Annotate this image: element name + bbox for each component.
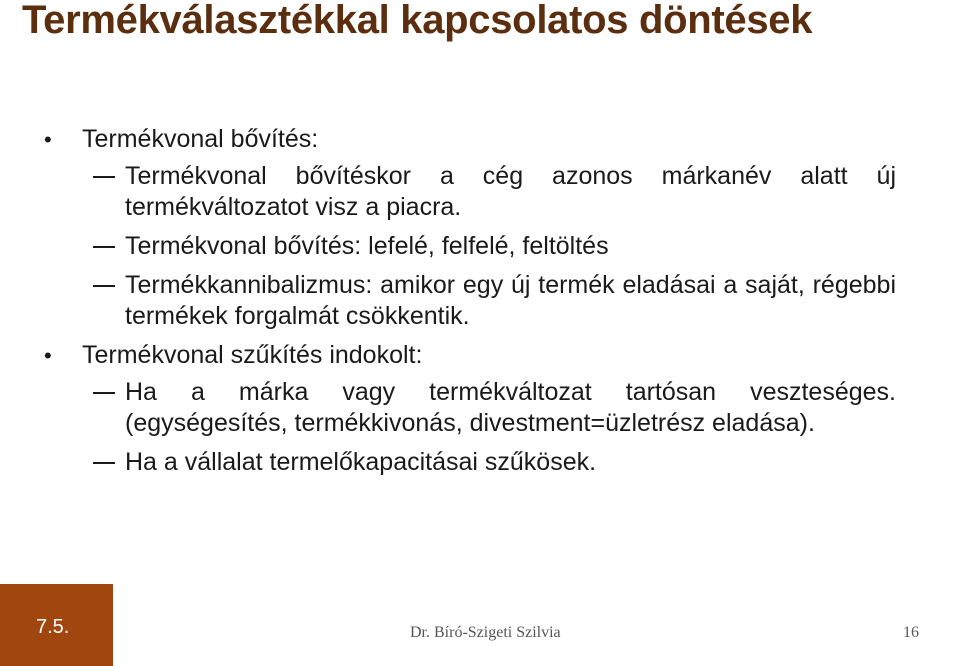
sub-item — [44, 447, 896, 478]
dash-icon — [93, 246, 115, 248]
bullet-dot-icon: • — [44, 343, 52, 368]
sub-item — [44, 270, 896, 332]
dash-icon — [93, 462, 115, 464]
bullet-item — [44, 124, 896, 155]
bullet-text: Termékvonal bővítés: — [82, 125, 319, 153]
bullet-text: Termékvonal szűkítés indokolt: — [82, 341, 423, 369]
sub-item-text: Ha a vállalat termelőkapacitásai szűkösek. — [125, 448, 597, 476]
dash-icon — [93, 176, 115, 178]
slide-content — [44, 124, 896, 486]
footer-author: Dr. Bíró-Szigeti Szilvia — [410, 624, 561, 641]
bullet-item — [44, 340, 896, 371]
slide-title: Termékválasztékkal kapcsolatos döntések — [22, 0, 813, 42]
page-number: 16 — [903, 624, 919, 641]
section-number: 7.5. — [36, 616, 70, 638]
sub-item — [44, 161, 896, 223]
sub-item-text: Termékvonal bővítéskor a cég azonos márkanév alatt új termékváltozatot visz a piacra. — [125, 162, 896, 221]
sub-item-text: Ha a márka vagy termékváltozat tartósan veszteséges. (egységesítés, termékkivonás, divestment=üzletrész eladása). — [125, 378, 896, 437]
sub-item-text: Termékvonal bővítés: lefelé, felfelé, feltöltés — [125, 232, 609, 260]
dash-icon — [93, 392, 115, 394]
sub-item-text: Termékkannibalizmus: amikor egy új termék eladásai a saját, régebbi termékek forgalmát csökkentik. — [125, 271, 896, 330]
section-badge — [0, 584, 113, 666]
sub-item — [44, 231, 896, 262]
sub-item — [44, 377, 896, 439]
bullet-dot-icon: • — [44, 127, 52, 152]
dash-icon — [93, 285, 115, 287]
